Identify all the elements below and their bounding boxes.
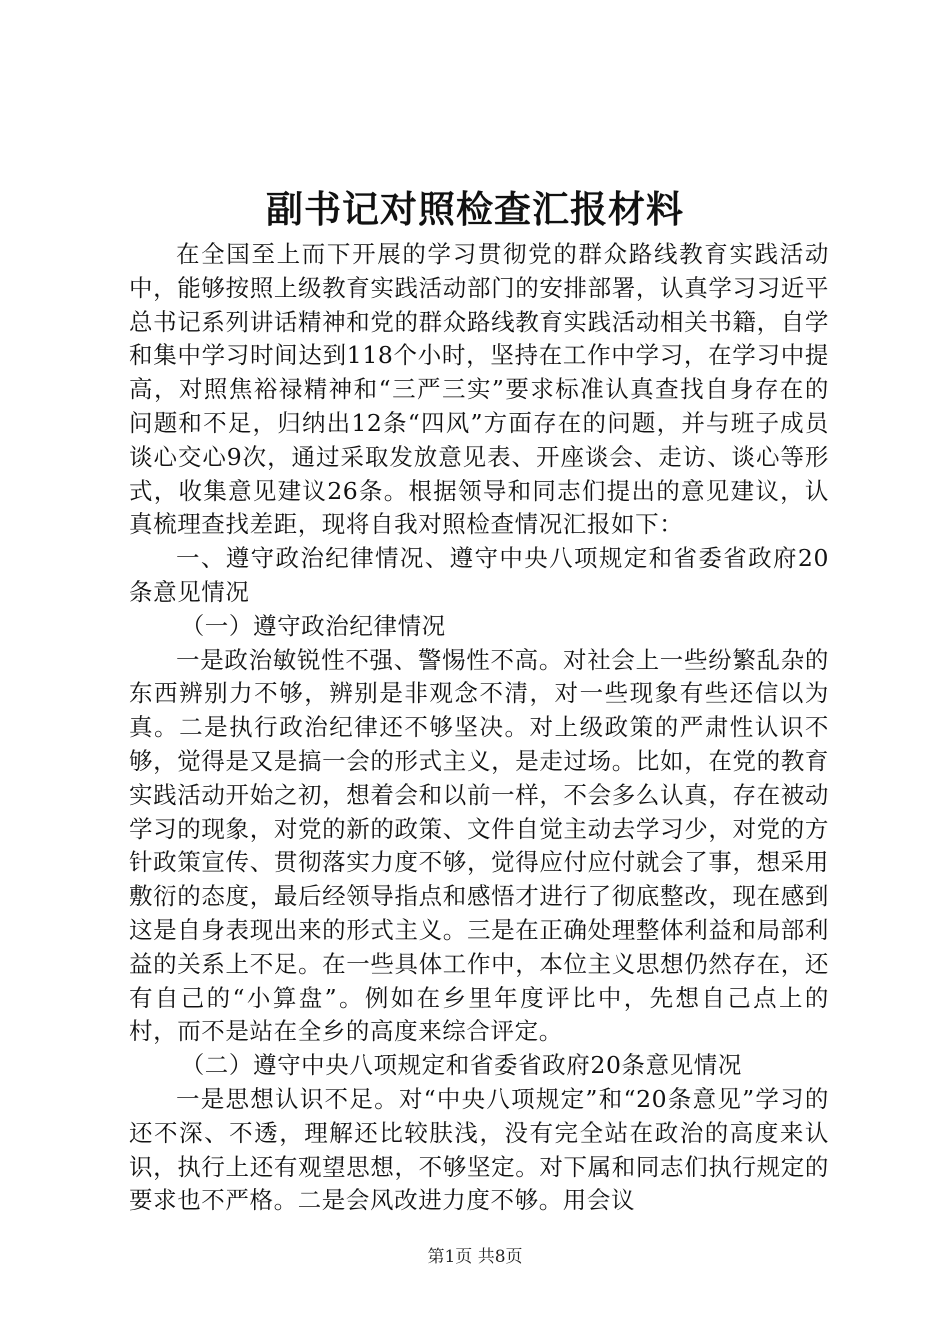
section-heading-1: 一、遵守政治纪律情况、遵守中央八项规定和省委省政府20条意见情况 bbox=[129, 544, 829, 606]
document-body bbox=[129, 238, 829, 1218]
subsection-heading-1: （一）遵守政治纪律情况 bbox=[180, 611, 446, 640]
document-title: 副书记对照检查汇报材料 bbox=[266, 187, 684, 231]
subsection-heading-2: （二）遵守中央八项规定和省委省政府20条意见情况 bbox=[180, 1051, 742, 1080]
page-number-footer: 第1页 共8页 bbox=[427, 1247, 523, 1267]
body-paragraph: 一是政治敏锐性不强、警惕性不高。对社会上一些纷繁乱杂的东西辨别力不够，辨别是非观念不清，对一些现象有些还信以为真。二是执行政治纪律还不够坚决。对上级政策的严肃性认识不够，觉得是又是搞一会的形式主义，是走过场。比如，在党的教育实践活动开始之初，想着会和以前一样，不会多么认真，存在被动学习的现象，对党的新的政策、文件自觉主动去学习少，对党的方针政策宣传、贯彻落实力度不够，觉得应付应付就会了事，想采用敷衍的态度，最后经领导指点和感悟才进行了彻底整改，现在感到这是自身表现出来的形式主义。三是在正确处理整体利益和局部利益的关系上不足。在一些具体工作中，本位主义思想仍然存在，还有自己的“小算盘”。例如在乡里年度评比中，先想自己点上的村，而不是站在全乡的高度来综合评定。 bbox=[129, 645, 829, 1046]
intro-paragraph: 在全国至上而下开展的学习贯彻党的群众路线教育实践活动中，能够按照上级教育实践活动部门的安排部署，认真学习习近平总书记系列讲话精神和党的群众路线教育实践活动相关书籍，自学和集中学习时间达到118个小时，坚持在工作中学习，在学习中提高，对照焦裕禄精神和“三严三实”要求标准认真查找自身存在的问题和不足，归纳出12条“四风”方面存在的问题，并与班子成员谈心交心9次，通过采取发放意见表、开座谈会、走访、谈心等形式，收集意见建议26条。根据领导和同志们提出的意见建议，认真梳理查找差距，现将自我对照检查情况汇报如下： bbox=[129, 240, 829, 539]
body-paragraph: 一是思想认识不足。对“中央八项规定”和“20条意见”学习的还不深、不透，理解还比较肤浅，没有完全站在政治的高度来认识，执行上还有观望思想，不够坚定。对下属和同志们执行规定的要求也不严格。二是会风改进力度不够。用会议 bbox=[129, 1084, 829, 1215]
